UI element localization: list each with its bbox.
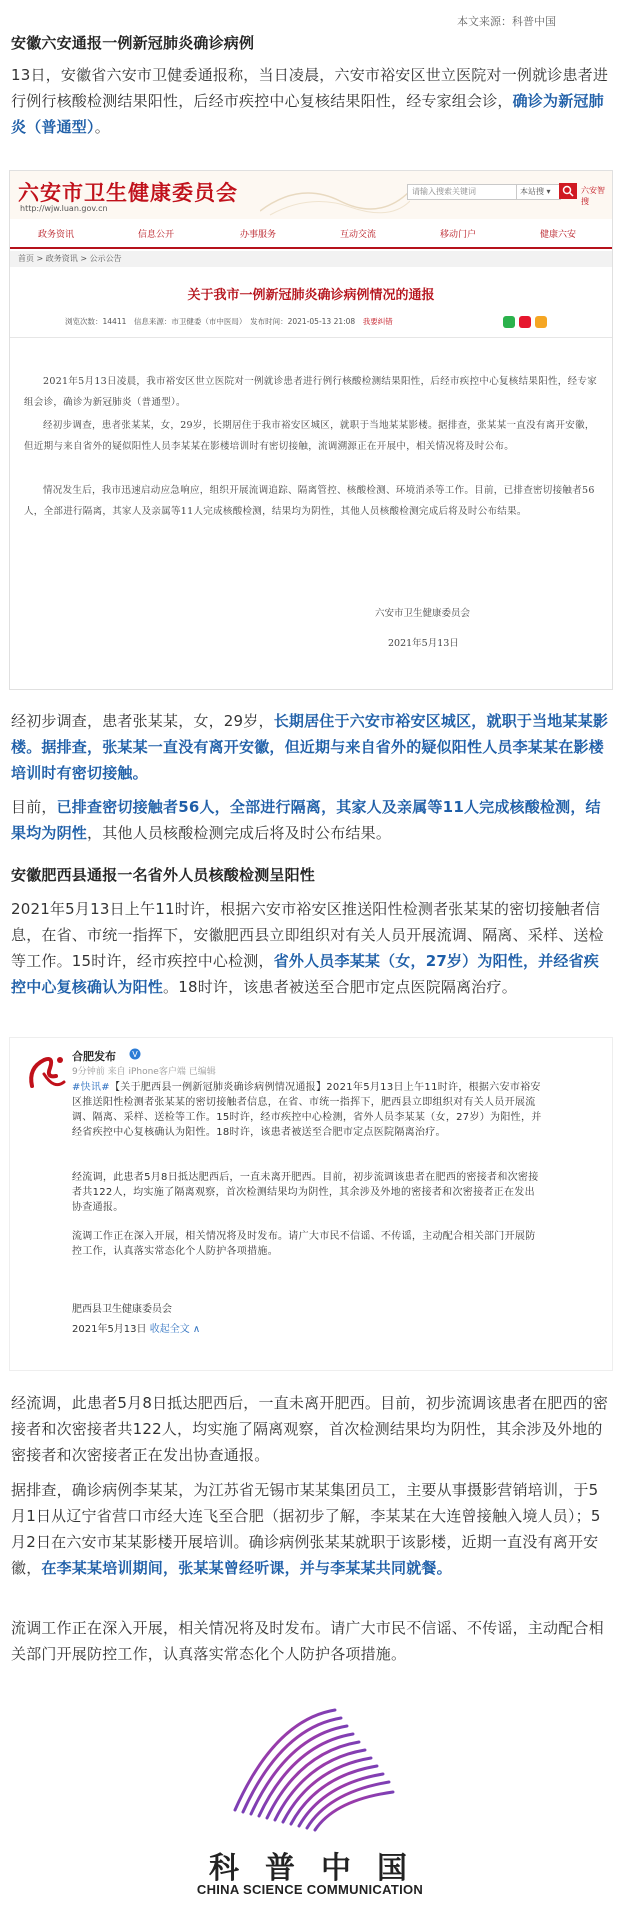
contacts-text-a: 目前， [11,798,57,816]
lead-text: 13日，安徽省六安市卫健委通报称，当日凌晨，六安市裕安区世立医院对一例就诊患者进行例行核酸检测结果阳性，后经市疾控中心复核结果阳性，经专家组会诊， [11,66,609,110]
svg-text:V: V [132,1050,138,1059]
contacts-text-c: ，其他人员核酸检测完成后将及时公布结果。 [87,824,392,842]
report-error-link[interactable]: 我要纠错 [362,317,393,326]
post-text-p1-body: 【关于肥西县一例新冠肺炎确诊病例情况通报】2021年5月13日上午11时许，根据六安市裕安区推送阳性检测者张某某的密切接触者信息，在省、市统一指挥下，肥西县立即组织对有关人员开展流调、隔离、采样、送检等工作。15时许，经市疾控中心检测，省外人员李某某（女，27岁）为阳性，并经省疾控中心复核确认为阳性。18时许，该患者被送至合肥市定点医院隔离治疗。 [72,1082,542,1138]
notice-meta [65,314,555,330]
notice-sign-org: 六安市卫生健康委员会 [375,608,471,619]
tracing-paragraph: 经流调，此患者5月8日抵达肥西后，一直未离开肥西。目前，初步流调该患者在肥西的密接者和次密接者共122人，均实施了隔离观察，首次检测结果均为阴性，其余涉及外地的密接者和次密接者正在发出协查通报。 [11,1394,609,1464]
post-text-p1 [72,1080,542,1140]
contacts-paragraph [11,794,611,846]
logo-emblem-icon [215,1700,405,1840]
screenshot-weibo-post [9,1037,613,1371]
weibo-share-icon[interactable] [519,316,531,328]
site-header [10,171,612,219]
site-nav-item[interactable]: 办事服务 [240,230,277,240]
section-heading-liuan: 安徽六安通报一例新冠肺炎确诊病例 [11,34,255,52]
post-hashtag[interactable]: #快讯# [72,1082,110,1093]
site-search-input[interactable]: 请输入搜索关键词 [407,184,519,200]
post-text-p3: 流调工作正在深入开展，相关情况将及时发布。请广大市民不信谣、不传谣，主动配合相关部门开展防控工作，认真落实常态化个人防护各项措施。 [72,1231,536,1257]
screenshot-liuan-notice [9,170,613,690]
post-time: 9分钟前 来自 iPhone客户端 已编辑 [72,1067,216,1077]
site-nav-item[interactable]: 健康六安 [540,230,577,240]
lead-end: 。 [94,118,110,136]
feixi-text-a: 2021年5月13日上午11时许，根据六安市裕安区推送阳性检测者张某某的密切接触者信息，在省、市统一指挥下，安徽肥西县立即组织对有关人员开展流调、隔离、采样、送检等工作。15时许，经市疾控中心检测， [11,900,604,970]
notice-sign-date: 2021年5月13日 [388,638,459,649]
site-nav-item[interactable]: 政务资讯 [38,230,75,240]
site-logo-text: 六安市卫生健康委员会 [18,180,238,205]
notice-title: 关于我市一例新冠肺炎确诊病例情况的通报 [187,288,435,303]
case-text: 据排查，确诊病例李某某，为江苏省无锡市某某集团员工，主要从事摄影营销培训，于5月1日从辽宁省营口市经大连飞至合肥（据初步了解，李某某在大连曾接触入境人员）；5月2日在六安市某某影楼开展培训。确诊病例张某某就职于该影楼，近期一直没有离开安徽， [11,1481,601,1577]
qzone-share-icon[interactable] [535,316,547,328]
article-source: 本文来源：科普中国 [457,15,556,28]
kepu-china-logo [160,1700,460,1900]
logo-english-name: CHINA SCIENCE COMMUNICATION [196,1882,424,1897]
investigation-paragraph [11,708,611,786]
header-decoration [260,171,410,219]
notice-body-p1: 2021年5月13日凌晨，我市裕安区世立医院对一例就诊患者进行例行核酸检测结果阳性，后经市疾控中心复核结果阳性，经专家组会诊，确诊为新冠肺炎（普通型）。 [24,376,598,408]
case-paragraph [11,1477,611,1581]
feixi-text-c: 。18时许，该患者被送至合肥市定点医院隔离治疗。 [163,978,517,996]
post-sign-org: 肥西县卫生健康委员会 [72,1304,172,1315]
account-name[interactable]: 合肥发布 [72,1050,116,1063]
wechat-share-icon[interactable] [503,316,515,328]
search-icon [562,185,574,197]
feixi-highlight: 省外人员李某某（女，27岁）为阳性，并经省疾控中心复核确认为阳性 [11,952,599,996]
lead-paragraph [11,62,611,140]
site-nav [10,219,612,249]
notice-body-p2: 经初步调查，患者张某某，女，29岁，长期居住于我市裕安区城区，就职于当地某某影楼。据排查，张某某一直没有离开安徽，但近期与来自省外的疑似阳性人员李某某在影楼培训时有密切接触，流调溯源正在开展中，相关情况将及时公布。 [24,420,595,452]
site-url: http://wjw.luan.gov.cn [20,204,108,213]
verified-icon [129,1048,141,1060]
site-search-button[interactable] [559,183,577,199]
account-avatar [20,1046,74,1100]
feixi-paragraph [11,896,611,1000]
post-sign-date-line [72,1320,200,1335]
lead-highlight: 确诊为新冠肺炎（普通型） [11,92,604,136]
case-highlight: 在李某某培训期间，张某某曾经听课，并与李某某共同就餐。 [41,1559,452,1577]
notice-body-p3: 情况发生后，我市迅速启动应急响应，组织开展流调追踪、隔离管控、核酸检测、环境消杀等工作。目前，已排查密切接触者56人，全部进行隔离，其家人及亲属等11人完成核酸检测，结果均为阴性，其他人员核酸检测完成后将及时公布结果。 [24,485,595,517]
site-smart-search[interactable]: 六安智搜 [581,186,605,206]
post-sign-date: 2021年5月13日 [72,1324,147,1335]
logo-chinese-name: 科普中国 [209,1851,433,1886]
investigation-text: 经初步调查，患者张某某，女，29岁， [11,712,274,730]
site-nav-item[interactable]: 移动门户 [440,230,477,240]
site-search-scope[interactable]: 本站搜 ▾ [516,184,561,200]
collapse-text-link[interactable]: 收起全文 ∧ [149,1324,201,1335]
closing-paragraph: 流调工作正在深入开展，相关情况将及时发布。请广大市民不信谣、不传谣，主动配合相关部门开展防控工作，认真落实常态化个人防护各项措施。 [11,1619,604,1663]
site-breadcrumb: 首页 > 政务资讯 > 公示公告 [10,251,612,267]
post-text-p2: 经流调，此患者5月8日抵达肥西后，一直未离开肥西。目前，初步流调该患者在肥西的密接者和次密接者共122人，均实施了隔离观察，首次检测结果均为阴性，其余涉及外地的密接者和次密接者正在发出协查通报。 [72,1172,539,1213]
site-nav-item[interactable]: 互动交流 [340,230,377,240]
contacts-highlight: 已排查密切接触者56人，全部进行隔离，其家人及亲属等11人完成核酸检测，结果均为阴性 [11,798,601,842]
site-nav-item[interactable]: 信息公开 [138,230,175,240]
investigation-highlight: 长期居住于六安市裕安区城区，就职于当地某某影楼。据排查，张某某一直没有离开安徽，但近期与来自省外的疑似阳性人员李某某在影楼培训时有密切接触。 [11,712,609,782]
notice-meta-text: 浏览次数：14411 信息来源：市卫健委（市中医局） 发布时间：2021-05-13 21:08 [65,317,356,326]
meta-divider [10,337,612,338]
section-heading-feixi: 安徽肥西县通报一名省外人员核酸检测呈阳性 [11,866,316,884]
